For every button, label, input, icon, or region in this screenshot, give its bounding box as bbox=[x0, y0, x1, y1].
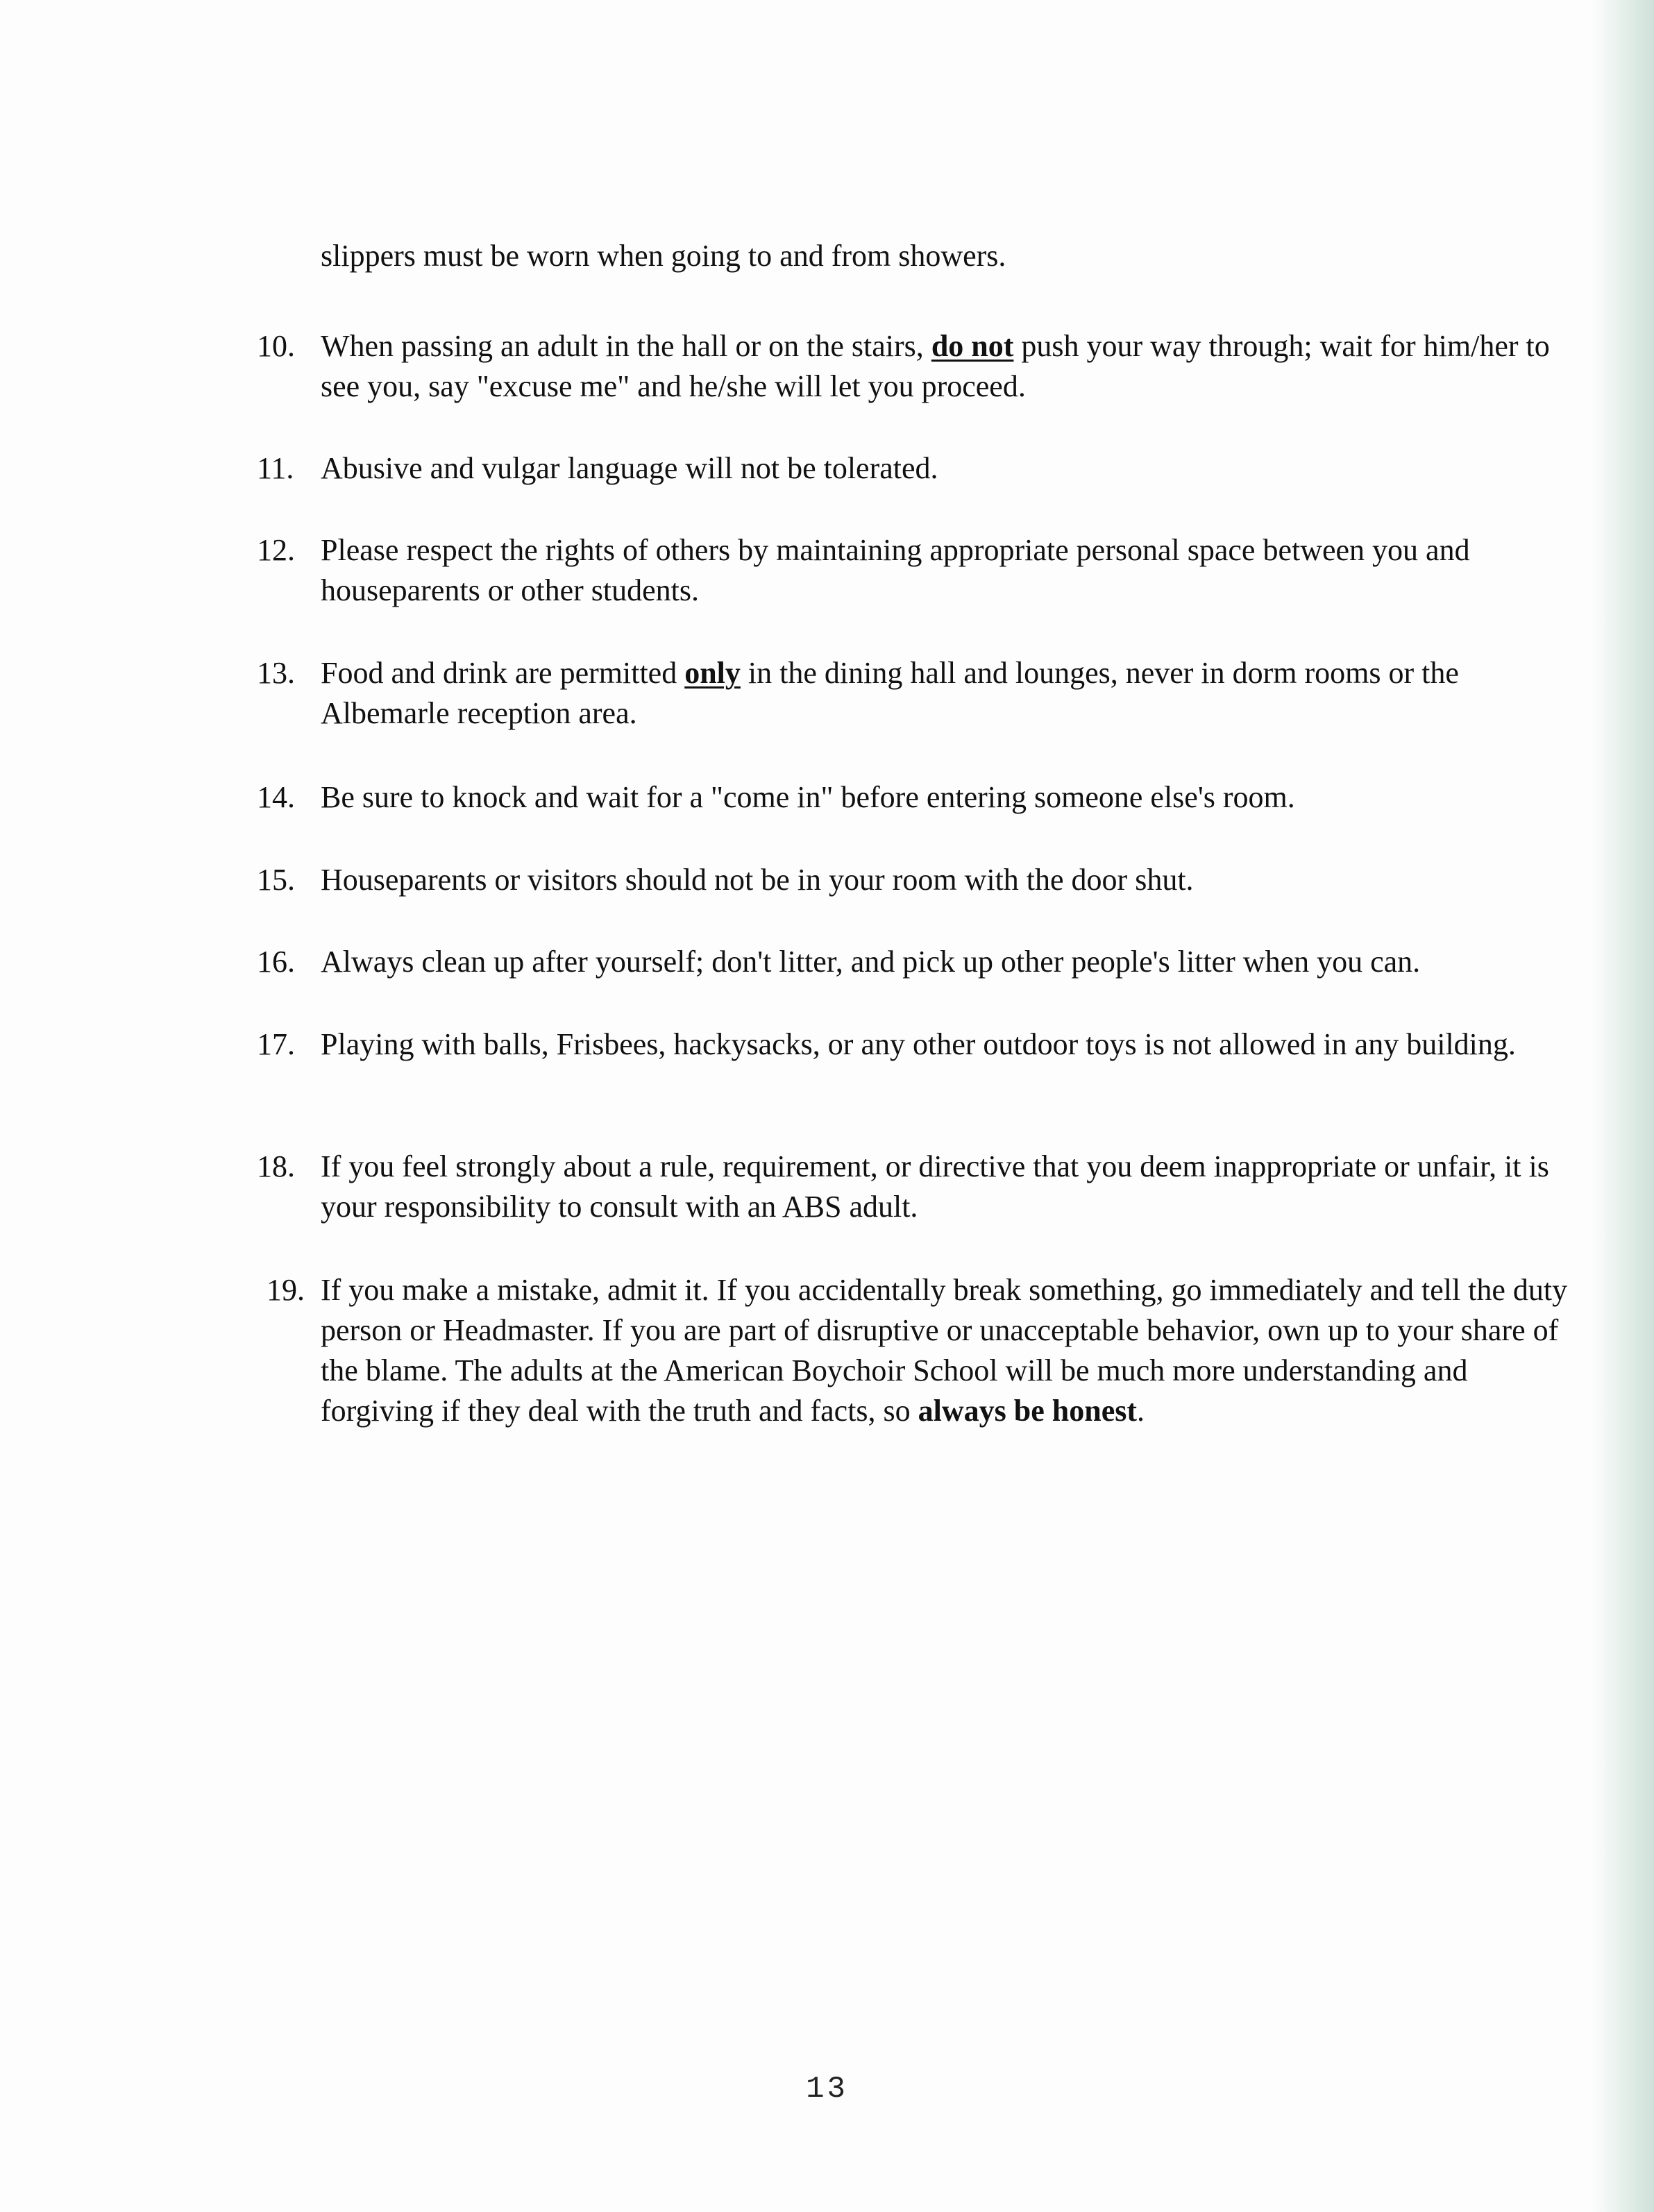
item-number: 13. bbox=[257, 656, 295, 690]
rule-item-19 bbox=[257, 1270, 1576, 1431]
item-number: 14. bbox=[257, 780, 295, 814]
emphasis-always-be-honest: always be honest bbox=[918, 1394, 1138, 1428]
item-text: Be sure to knock and wait for a "come in" before entering someone else's room. bbox=[321, 780, 1295, 814]
rule-item-14 bbox=[257, 777, 1576, 818]
item-number: 15. bbox=[257, 863, 295, 897]
rule-item-13 bbox=[257, 653, 1576, 734]
item-text: When passing an adult in the hall or on the stairs, do not push your way through; wait for him/her to see you, say "excuse me" and he/she will let you proceed. bbox=[321, 329, 1550, 403]
item-text: Playing with balls, Frisbees, hackysacks, or any other outdoor toys is not allowed in any building. bbox=[321, 1027, 1516, 1061]
rule-item-15 bbox=[257, 860, 1576, 900]
rule-item-18 bbox=[257, 1147, 1576, 1227]
rule-item-11 bbox=[257, 448, 1576, 489]
item-text: Abusive and vulgar language will not be tolerated. bbox=[321, 451, 938, 485]
item-number: 12. bbox=[257, 533, 295, 567]
item-text: Please respect the rights of others by maintaining appropriate personal space between you and houseparents or other students. bbox=[321, 533, 1470, 607]
item-number: 17. bbox=[257, 1027, 295, 1061]
item-number: 16. bbox=[257, 945, 295, 979]
page-number: 13 bbox=[806, 2072, 848, 2107]
scan-edge-shadow bbox=[1592, 0, 1654, 2212]
rule-item-12 bbox=[257, 530, 1576, 611]
item-number: 10. bbox=[257, 329, 295, 363]
item-number: 18. bbox=[257, 1149, 295, 1183]
item-text: If you feel strongly about a rule, requirement, or directive that you deem inappropriate or unfair, it is your responsibility to consult with an ABS adult. bbox=[321, 1149, 1549, 1224]
continued-item-text: slippers must be worn when going to and from showers. bbox=[321, 239, 1006, 273]
item-text: Always clean up after yourself; don't litter, and pick up other people's litter when you can. bbox=[321, 945, 1421, 979]
rule-item-17 bbox=[257, 1024, 1576, 1065]
item-number: 19. bbox=[267, 1273, 305, 1307]
item-text: If you make a mistake, admit it. If you accidentally break something, go immediately and tell the duty person or Headmaster. If you are part of disruptive or unacceptable behavior, own up to your share of the blame. The adults at the American Boychoir School will be much more understanding and forgiving if they deal with the truth and facts, so always be honest. bbox=[321, 1273, 1568, 1428]
rule-item-16 bbox=[257, 942, 1576, 982]
emphasis-only: only bbox=[684, 656, 741, 690]
emphasis-do-not: do not bbox=[931, 329, 1014, 363]
item-text: Food and drink are permitted only in the dining hall and lounges, never in dorm rooms or the Albemarle reception area. bbox=[321, 656, 1459, 730]
item-number: 11. bbox=[257, 451, 294, 485]
rule-item-10 bbox=[257, 326, 1576, 407]
item-text: Houseparents or visitors should not be in your room with the door shut. bbox=[321, 863, 1194, 897]
